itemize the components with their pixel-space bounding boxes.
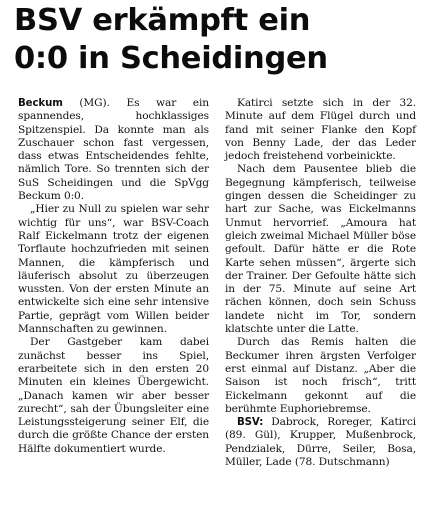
dateline-source: (MG). [62, 97, 110, 109]
paragraph: „Hier zu Null zu spielen war sehr wichtig für uns“, war BSV-Coach Ralf Eickelmann trotz der eigenen Torflaute hochzufrieden mit seinen Mannen, die kämpferisch und läuferisch absolut zu überzeugen wussten. Von der ersten Minute an entwickelte sich eine sehr intensive Partie, geprägt vom Willen beider Mannschaften zu gewinnen. [18, 203, 209, 336]
headline-line-2: 0:0 in Scheidingen [14, 41, 328, 76]
headline-line-1: BSV erkämpft ein [14, 3, 311, 38]
paragraph-text: Es war ein spannendes, hochklassiges Spitzenspiel. Da konnte man als Zuschauer schon fast vergessen, dass etwas Entscheidendes fehlte, nämlich Tore. So trennten sich der SuS Scheidingen und die SpVgg Beckum 0:0. [18, 97, 209, 203]
lineup-label: BSV: [237, 417, 264, 429]
paragraph: Durch das Remis halten die Beckumer ihren ärgsten Verfolger erst einmal auf Distanz. „Aber die Saison ist noch frisch“, tritt Eickelmann gekonnt auf die berühmte Euphoriebremse. [225, 336, 416, 415]
article-column-left [18, 97, 209, 456]
paragraph-intro [18, 97, 209, 203]
dateline: Beckum [18, 98, 63, 109]
paragraph: Nach dem Pausentee blieb die Begegnung kämpferisch, teilweise gingen dessen die Scheidinger zu hart zur Sache, was Eickelmanns Unmut hervorrief. „Amoura hat gleich zweimal Michael Müller böse gefoult. Dafür hätte er die Rote Karte sehen müssen“, ärgerte sich der Trainer. Der Gefoulte hätte sich in der 75. Minute auf seine Art rächen können, doch sein Schuss landete nicht im Tor, sondern klatschte unter die Latte. [225, 163, 416, 336]
lineup [225, 416, 416, 469]
article-column-right [225, 97, 416, 469]
lineup-text: Dabrock, Roreger, Katirci (89. Gül), Krupper, Mußenbrock, Pendzialek, Dürre, Seiler, Bosa, Müller, Lade (78. Dutschmann) [225, 416, 416, 469]
article-headline [14, 2, 424, 78]
paragraph: Katirci setzte sich in der 32. Minute auf dem Flügel durch und fand mit seiner Flanke den Kopf von Benny Lade, der das Leder jedoch freistehend vorbeinickte. [225, 97, 416, 163]
paragraph: Der Gastgeber kam dabei zunächst besser ins Spiel, erarbeitete sich in den ersten 20 Minuten ein kleines Übergewicht. „Danach kamen wir aber besser zurecht“, sah der Übungsleiter eine Leistungssteigerung seiner Elf, die durch die größte Chance der ersten Hälfte dokumentiert wurde. [18, 336, 209, 455]
